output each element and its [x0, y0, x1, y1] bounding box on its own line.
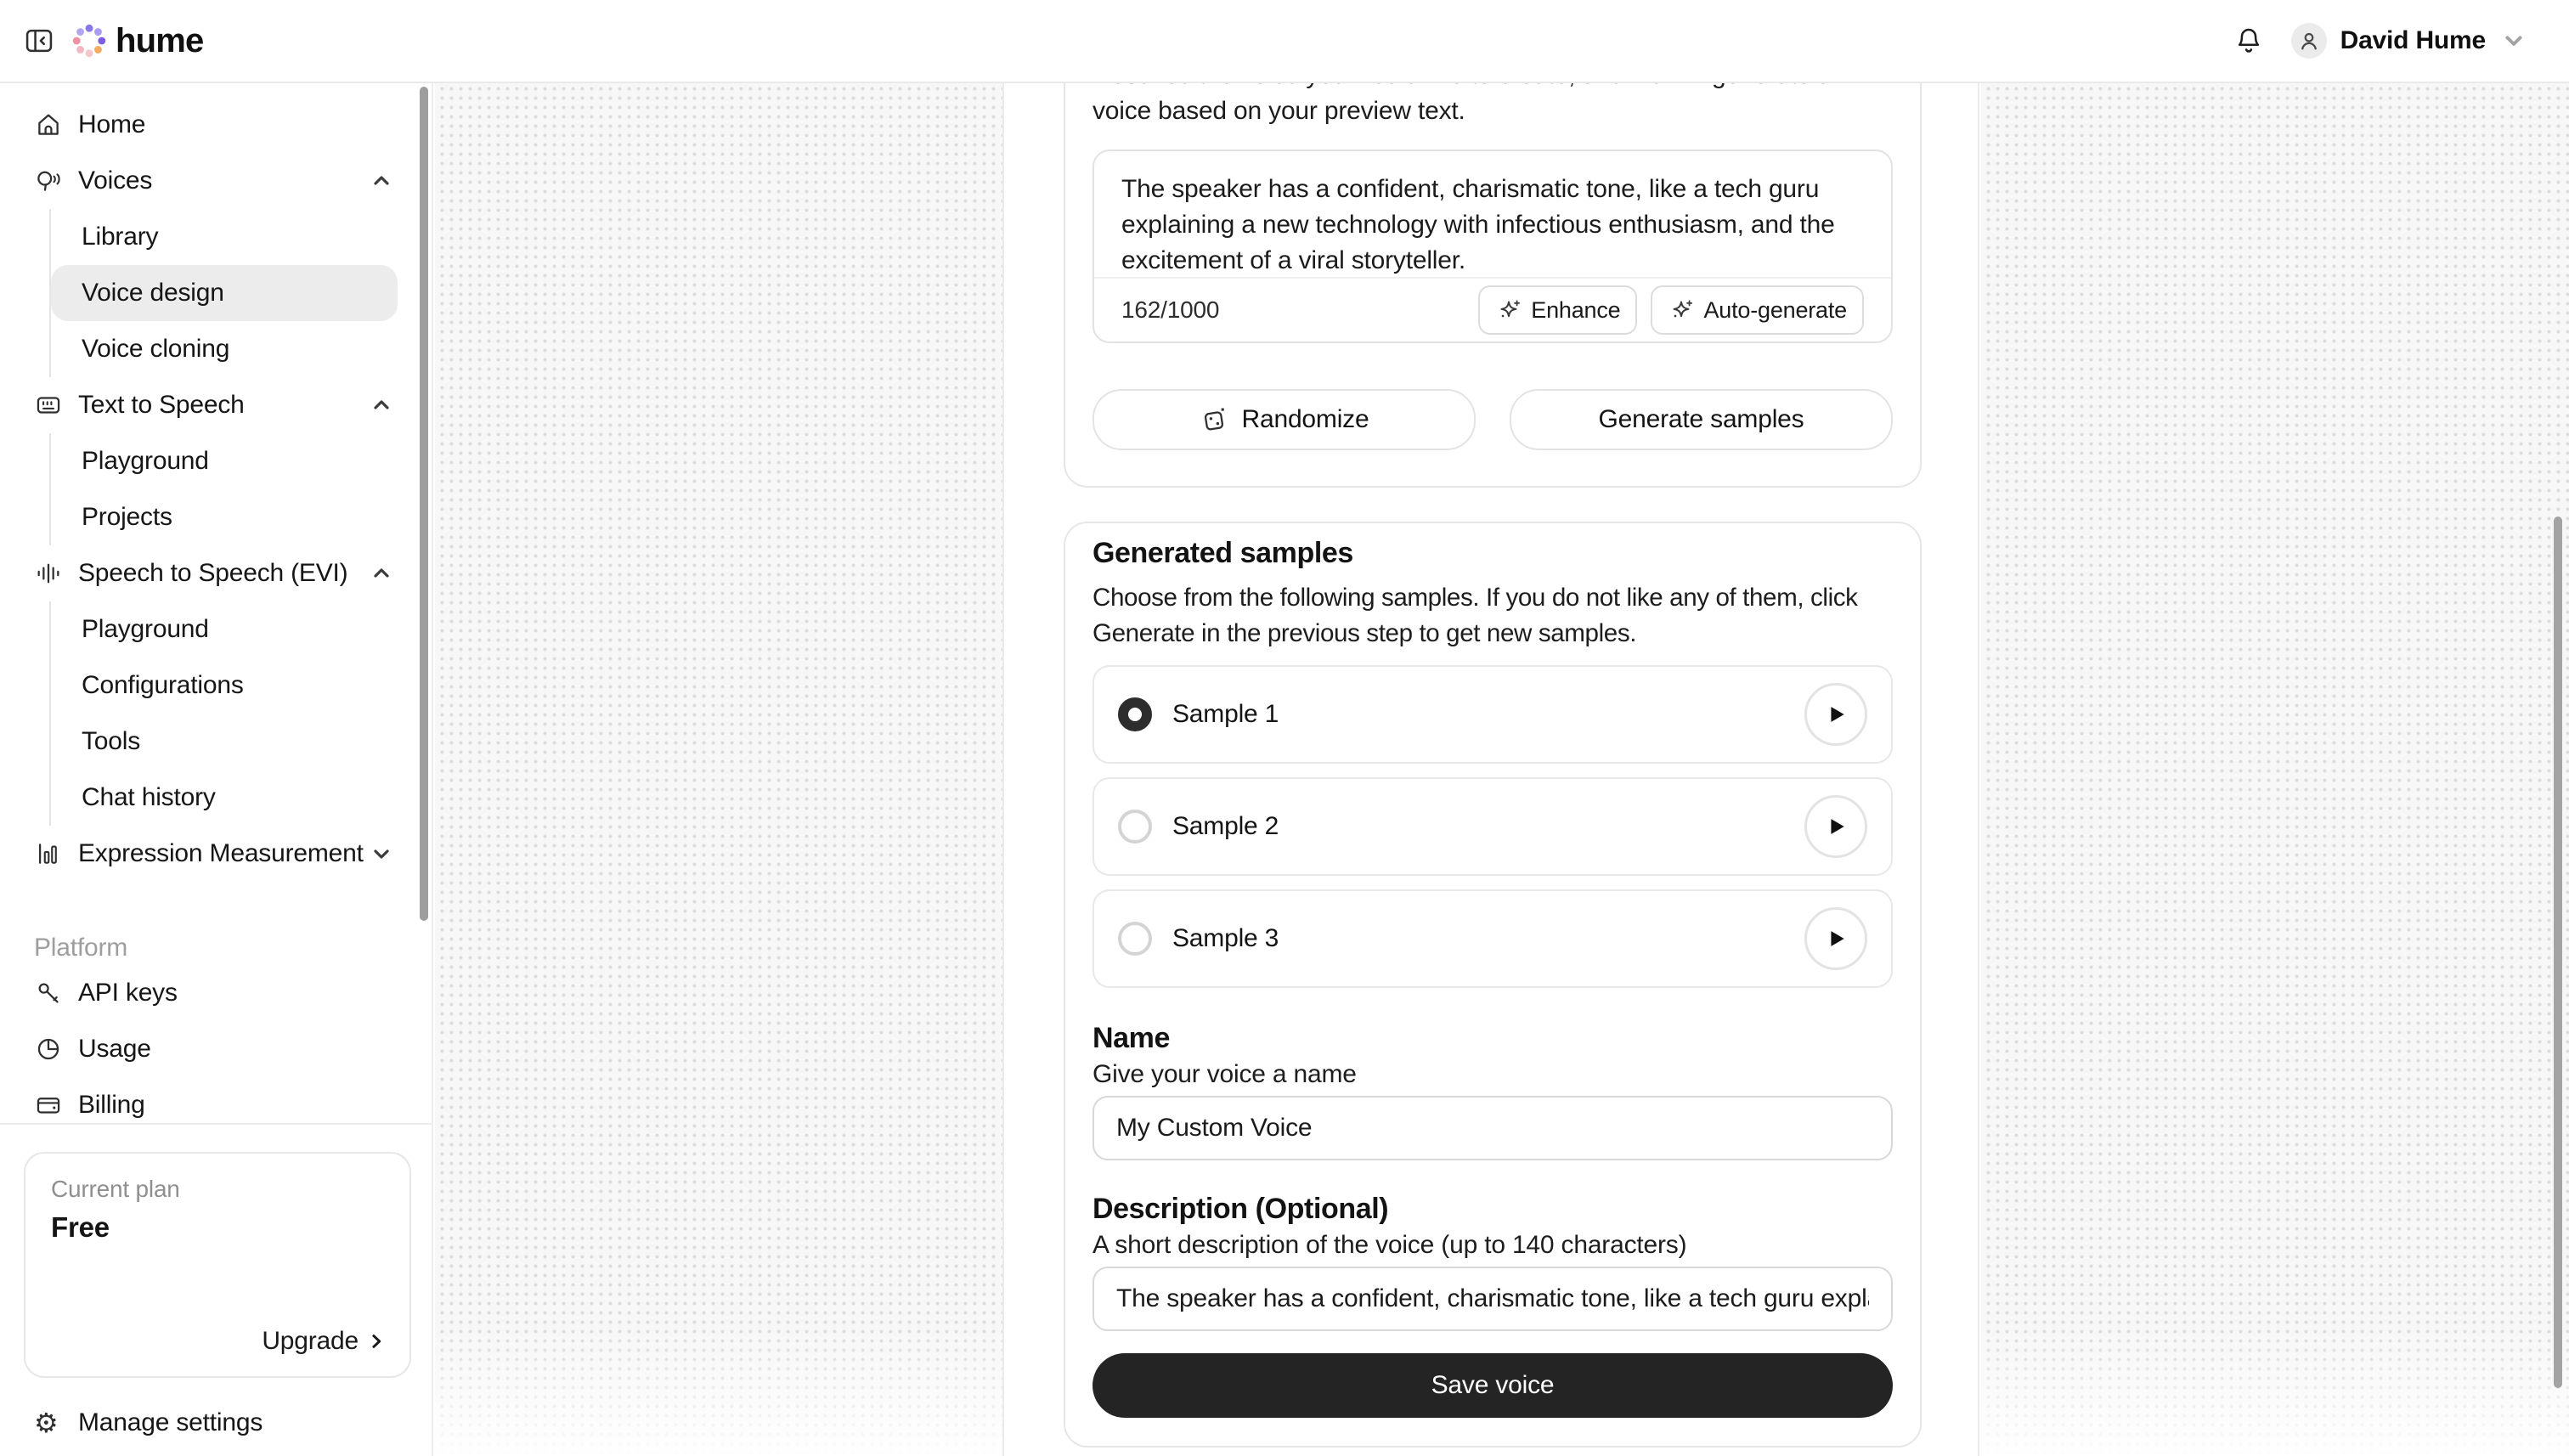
- play-sample-2-button[interactable]: [1804, 795, 1867, 858]
- voice-prompt-card: [1064, 82, 1922, 488]
- sidebar-item-label: Playground: [82, 447, 209, 475]
- sidebar-item-voice-cloning[interactable]: [51, 321, 432, 377]
- prompt-actions: [1093, 389, 1893, 450]
- background-fade: [1981, 1329, 2569, 1456]
- sidebar-item-label: Speech to Speech (EVI): [78, 559, 348, 587]
- sidebar-item-label: Tools: [82, 727, 141, 755]
- radio-unselected-icon[interactable]: [1118, 922, 1152, 956]
- sidebar-item-label: Projects: [82, 503, 172, 531]
- enhance-button[interactable]: [1478, 285, 1637, 335]
- prompt-footer: [1094, 277, 1891, 341]
- page-scrollbar[interactable]: [2554, 516, 2562, 1388]
- sidebar-item-label: Usage: [78, 1035, 151, 1063]
- manage-settings-label: Manage settings: [78, 1408, 263, 1436]
- randomize-button[interactable]: [1093, 389, 1476, 450]
- home-icon: [34, 110, 63, 139]
- randomize-label: Randomize: [1241, 405, 1369, 433]
- sidebar: [0, 82, 433, 1456]
- sparkle-icon: [1668, 296, 1695, 324]
- background-fade: [435, 1329, 1002, 1456]
- plan-name: Free: [51, 1211, 110, 1243]
- sidebar-item-label: Billing: [78, 1091, 145, 1119]
- radio-unselected-icon[interactable]: [1118, 810, 1152, 844]
- sidebar-item-chat-history[interactable]: [51, 770, 432, 826]
- sidebar-item-library[interactable]: [51, 209, 432, 265]
- sample-label: Sample 1: [1172, 700, 1279, 728]
- hume-logo-dots-icon: [73, 25, 105, 57]
- speech-to-speech-icon: [34, 559, 63, 588]
- upgrade-link[interactable]: [262, 1327, 386, 1356]
- dotted-background-right: [1981, 82, 2569, 1456]
- play-sample-3-button[interactable]: [1804, 907, 1867, 970]
- save-voice-button[interactable]: [1093, 1353, 1893, 1418]
- topbar: [0, 0, 2569, 83]
- sidebar-item-voice-design[interactable]: [51, 265, 398, 321]
- sidebar-nav: [0, 82, 432, 1133]
- radio-selected-icon[interactable]: [1118, 697, 1152, 731]
- voice-description-input[interactable]: [1093, 1267, 1893, 1331]
- sidebar-item-label: Configurations: [82, 671, 244, 699]
- voices-icon: [34, 166, 63, 195]
- sample-row-2[interactable]: [1093, 777, 1893, 876]
- sidebar-item-configurations[interactable]: [51, 657, 432, 714]
- play-icon: [1825, 815, 1847, 838]
- play-sample-1-button[interactable]: [1804, 683, 1867, 746]
- bell-icon: [2233, 25, 2265, 57]
- sidebar-item-tools[interactable]: [51, 714, 432, 770]
- chevron-down-icon[interactable]: [372, 844, 391, 863]
- save-voice-label: Save voice: [1431, 1371, 1555, 1399]
- description-title: Description (Optional): [1093, 1193, 1389, 1225]
- character-counter: 162/1000: [1121, 296, 1220, 323]
- sidebar-item-projects[interactable]: [51, 489, 432, 545]
- user-name[interactable]: David Hume: [2340, 26, 2486, 54]
- sidebar-collapse-button[interactable]: [20, 22, 58, 59]
- sidebar-item-label: Expression Measurement: [78, 839, 364, 867]
- hume-logo[interactable]: [73, 22, 203, 60]
- chevron-up-icon[interactable]: [372, 172, 391, 190]
- generated-samples-card: [1064, 522, 1922, 1448]
- chevron-down-icon[interactable]: [2503, 30, 2525, 52]
- play-icon: [1825, 928, 1847, 950]
- voice-prompt-value: The speaker has a confident, charismatic tone, like a tech guru explaining a new technology with infectious enthusiasm, and the excitement of a viral storyteller.: [1121, 175, 1835, 274]
- voices-subgroup: [49, 209, 432, 377]
- sidebar-item-label: Playground: [82, 615, 209, 643]
- sidebar-item-usage[interactable]: [0, 1021, 432, 1077]
- platform-section-label: Platform: [34, 934, 128, 962]
- auto-generate-button[interactable]: [1651, 285, 1864, 335]
- sidebar-item-speech-to-speech[interactable]: [0, 545, 432, 601]
- logo-wordmark: hume: [116, 21, 204, 59]
- intro-line: voice based on your preview text.: [1093, 97, 1465, 125]
- upgrade-label: Upgrade: [262, 1327, 359, 1355]
- generate-samples-button[interactable]: [1510, 389, 1893, 450]
- sidebar-item-label: Text to Speech: [78, 391, 245, 419]
- generated-samples-description: [1093, 580, 1893, 652]
- sidebar-item-api-keys[interactable]: [0, 965, 432, 1021]
- person-icon: [2296, 28, 2322, 54]
- key-icon: [34, 979, 63, 1007]
- generate-samples-label: Generate samples: [1598, 405, 1804, 433]
- sidebar-item-tts-playground[interactable]: [51, 433, 432, 489]
- description-line: Choose from the following samples. If you do not like any of them, click: [1093, 584, 1858, 612]
- name-title: Name: [1093, 1022, 1171, 1054]
- enhance-label: Enhance: [1531, 296, 1621, 323]
- sample-label: Sample 3: [1172, 924, 1279, 952]
- sample-row-1[interactable]: [1093, 665, 1893, 764]
- sidebar-item-expression-measurement[interactable]: [0, 826, 432, 882]
- billing-icon: [34, 1091, 63, 1120]
- chevron-right-icon: [367, 1332, 386, 1351]
- sidebar-scrollbar[interactable]: [420, 87, 428, 921]
- text-to-speech-icon: [34, 391, 63, 420]
- main-content: [1002, 82, 1979, 1456]
- dice-icon: [1200, 405, 1228, 434]
- gear-icon: ⚙: [34, 1407, 59, 1439]
- name-helper: Give your voice a name: [1093, 1060, 1357, 1088]
- current-plan-card: [24, 1152, 411, 1378]
- usage-icon: [34, 1035, 63, 1064]
- sidebar-item-label: Chat history: [82, 783, 216, 811]
- sidebar-item-label: Library: [82, 223, 159, 251]
- auto-generate-label: Auto-generate: [1703, 296, 1847, 323]
- sidebar-item-evi-playground[interactable]: [51, 601, 432, 657]
- description-helper: A short description of the voice (up to 140 characters): [1093, 1231, 1687, 1259]
- manage-settings-button[interactable]: [0, 1395, 432, 1451]
- sidebar-item-voices[interactable]: [0, 153, 432, 209]
- tts-subgroup: [49, 433, 432, 545]
- sidebar-item-label: Voice cloning: [82, 335, 230, 363]
- chevron-up-icon[interactable]: [372, 564, 391, 583]
- voice-name-input[interactable]: [1093, 1096, 1893, 1160]
- chevron-up-icon[interactable]: [372, 396, 391, 415]
- sidebar-item-label: API keys: [78, 979, 178, 1007]
- sidebar-item-home[interactable]: [0, 97, 432, 153]
- sts-subgroup: [49, 601, 432, 826]
- sample-label: Sample 2: [1172, 812, 1279, 840]
- expression-measurement-icon: [34, 839, 63, 868]
- sidebar-item-label: Voice design: [82, 279, 224, 307]
- sample-row-3[interactable]: [1093, 889, 1893, 988]
- sidebar-item-label: Home: [78, 110, 146, 138]
- voice-prompt-textarea[interactable]: [1093, 150, 1893, 343]
- sidebar-item-label: Voices: [78, 166, 153, 195]
- play-icon: [1825, 703, 1847, 725]
- sparkle-icon: [1495, 296, 1522, 324]
- description-line: Generate in the previous step to get new samples.: [1093, 619, 1637, 647]
- panel-collapse-icon: [23, 25, 55, 57]
- plan-title: Current plan: [51, 1176, 180, 1202]
- avatar[interactable]: [2291, 23, 2327, 59]
- generated-samples-title: Generated samples: [1093, 537, 1353, 569]
- sidebar-item-text-to-speech[interactable]: [0, 377, 432, 433]
- notifications-button[interactable]: [2230, 22, 2267, 59]
- sidebar-bottom-panel: [0, 1123, 432, 1456]
- dotted-background-left: [435, 82, 1002, 1456]
